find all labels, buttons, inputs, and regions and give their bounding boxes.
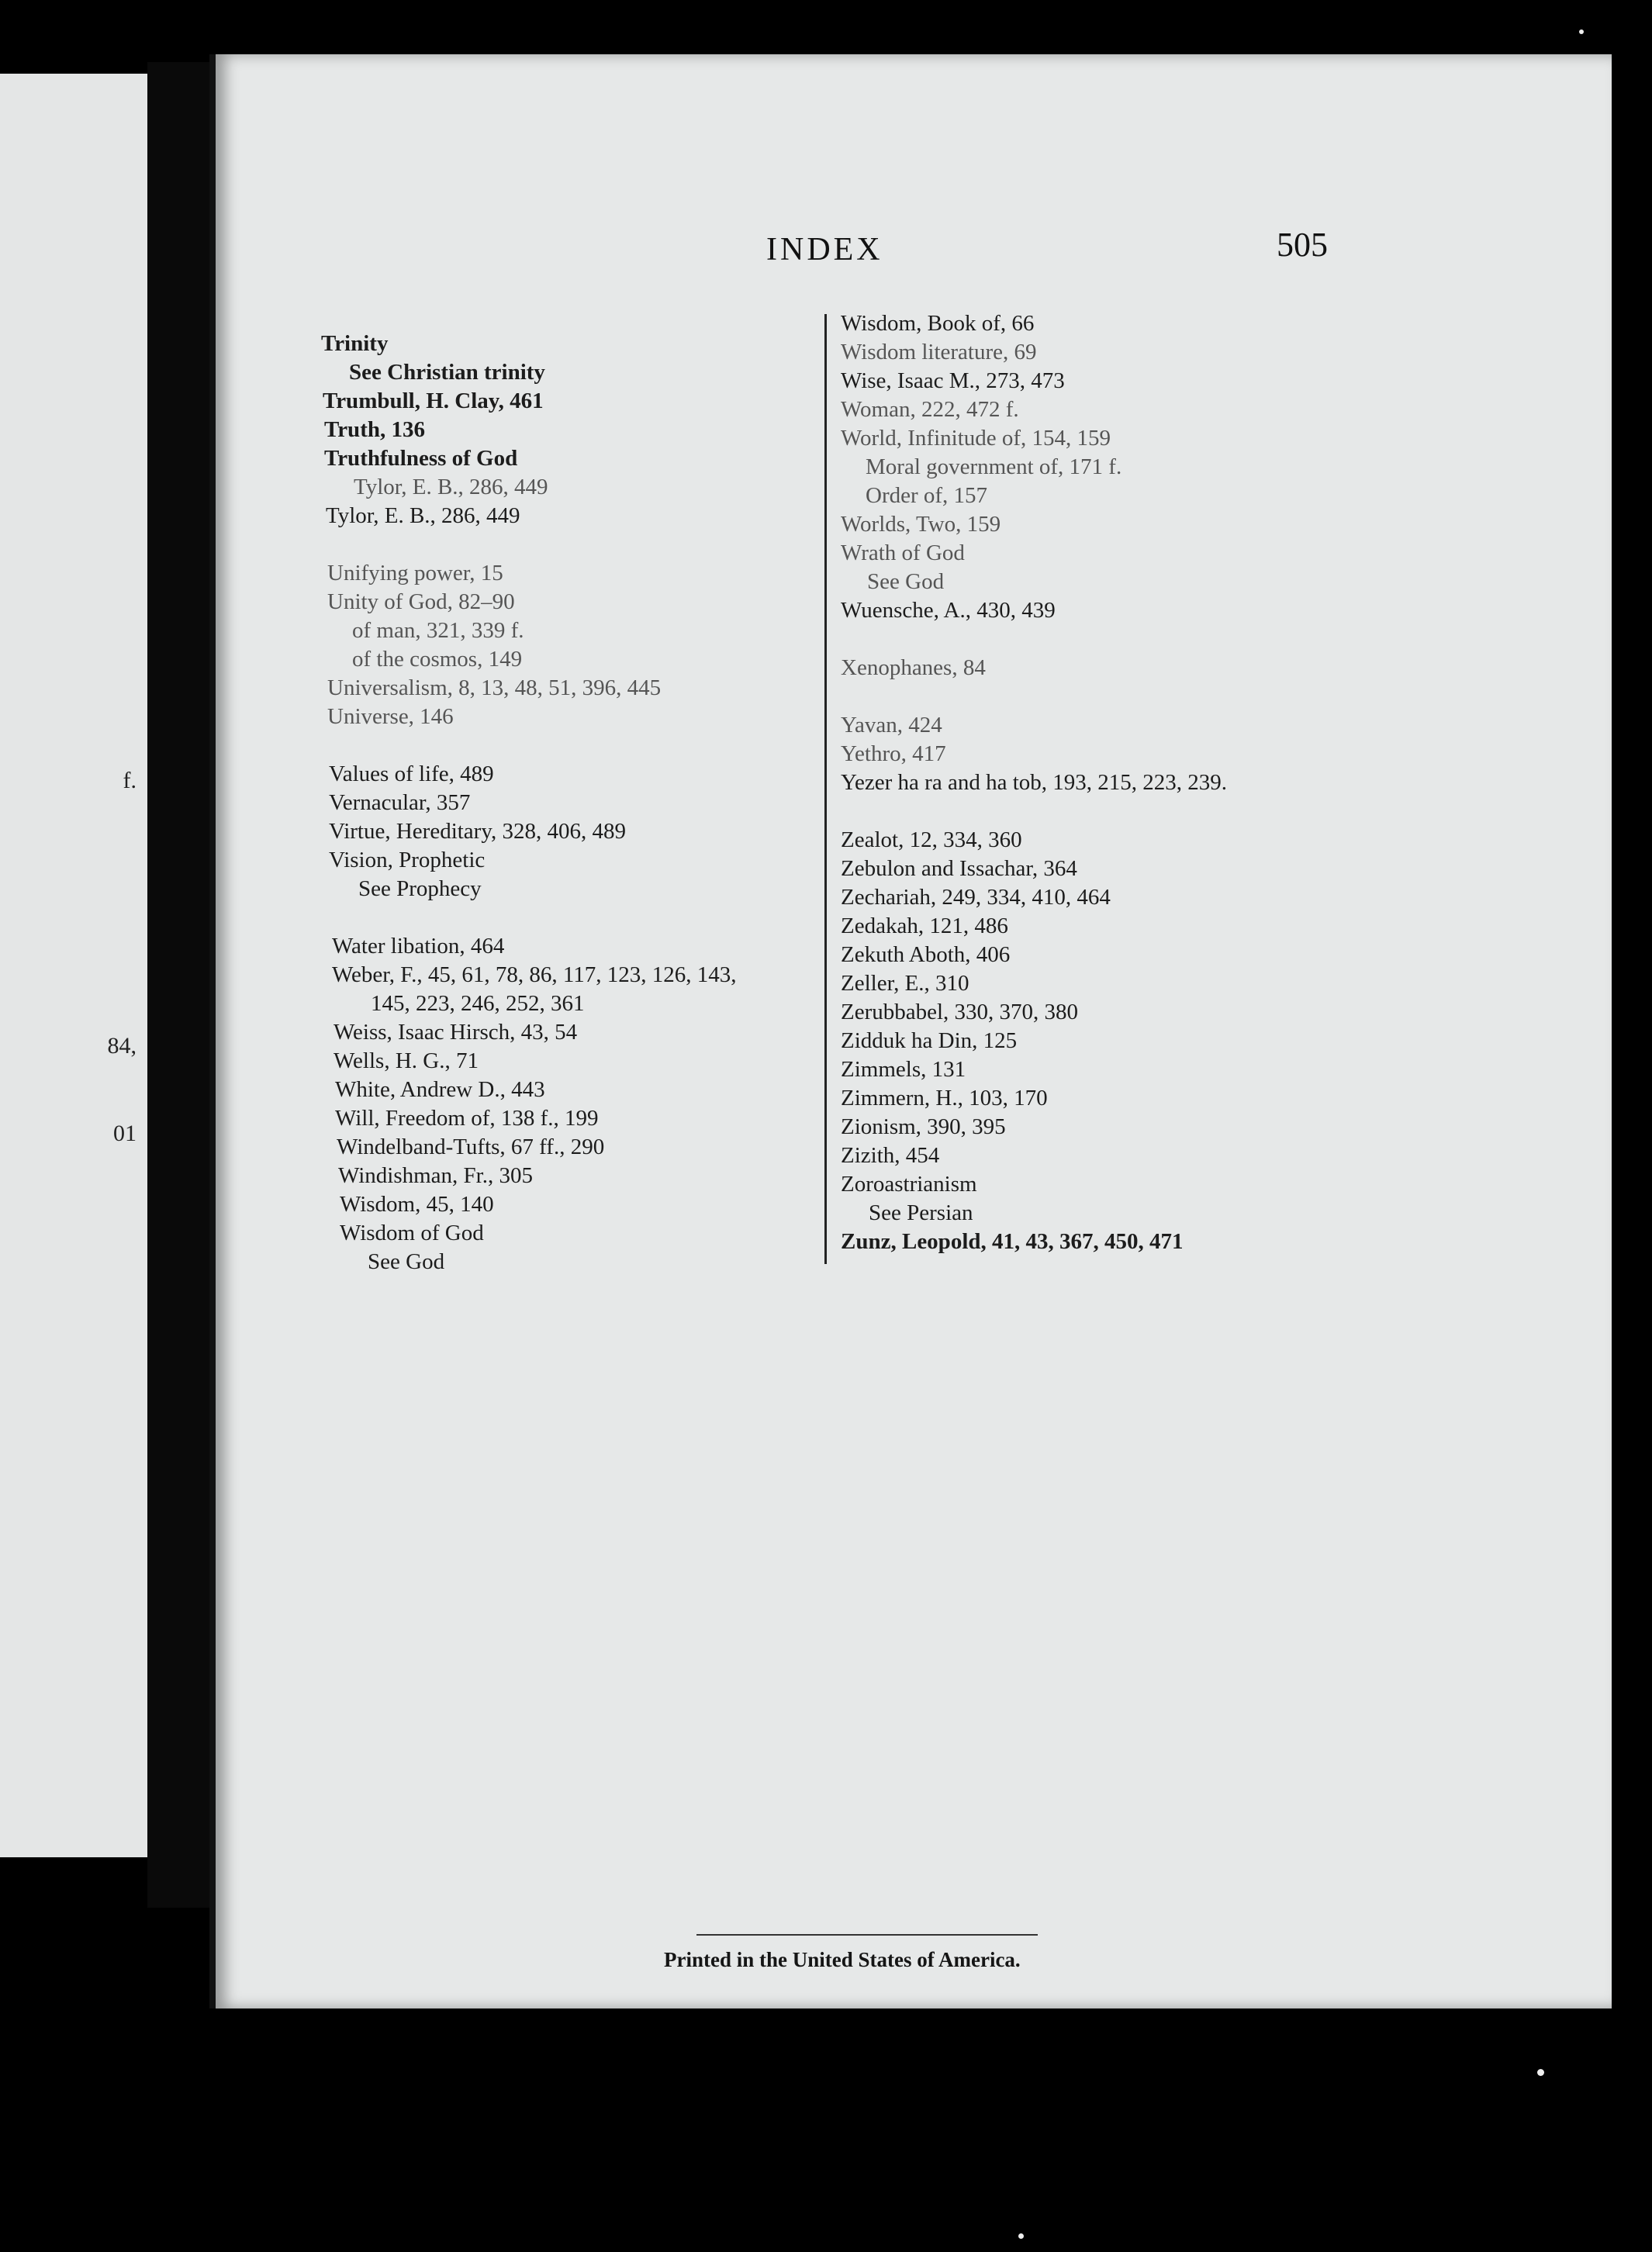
footer-rule — [696, 1934, 1038, 1936]
index-entry: Wisdom, Book of, 66 — [841, 311, 1035, 336]
column-divider — [824, 314, 827, 1264]
index-entry: Virtue, Hereditary, 328, 406, 489 — [329, 819, 626, 844]
index-entry: Unifying power, 15 — [327, 561, 503, 585]
index-entry: Vision, Prophetic — [329, 848, 486, 872]
index-entry: Zerubbabel, 330, 370, 380 — [841, 1000, 1079, 1024]
facing-page-fragment: f. — [123, 768, 137, 793]
index-entry: Zizith, 454 — [841, 1143, 940, 1168]
index-entry: Wisdom literature, 69 — [841, 340, 1037, 364]
index-subentry: of the cosmos, 149 — [352, 647, 523, 672]
facing-page-fragment: 01 — [113, 1121, 137, 1146]
index-entry: Water libation, 464 — [332, 934, 505, 958]
index-continuation: 145, 223, 246, 252, 361 — [371, 991, 585, 1016]
index-entry: Zionism, 390, 395 — [841, 1114, 1006, 1139]
index-entry: Wise, Isaac M., 273, 473 — [841, 368, 1065, 393]
index-entry: Tylor, E. B., 286, 449 — [326, 503, 520, 528]
index-subentry: Order of, 157 — [866, 483, 988, 508]
index-entry: Yavan, 424 — [841, 713, 942, 737]
index-entry: Universalism, 8, 13, 48, 51, 396, 445 — [327, 675, 662, 700]
index-entry: Universe, 146 — [327, 704, 454, 729]
index-entry: Zimmels, 131 — [841, 1057, 966, 1082]
index-entry: Zebulon and Issachar, 364 — [841, 856, 1077, 881]
index-entry: World, Infinitude of, 154, 159 — [841, 426, 1111, 451]
index-entry: Woman, 222, 472 f. — [841, 397, 1019, 422]
index-entry: Yethro, 417 — [841, 741, 946, 766]
index-cross-reference: See God — [867, 569, 945, 594]
scan-speck — [1018, 2233, 1024, 2239]
index-entry: Trinity — [321, 331, 389, 356]
index-entry: Zimmern, H., 103, 170 — [841, 1086, 1048, 1110]
index-entry: Zealot, 12, 334, 360 — [841, 827, 1022, 852]
index-cross-reference: See Christian trinity — [349, 360, 545, 385]
page-number: 505 — [1277, 226, 1328, 264]
index-subentry: Moral government of, 171 f. — [866, 454, 1122, 479]
index-entry: Weiss, Isaac Hirsch, 43, 54 — [334, 1020, 578, 1045]
page-title: INDEX — [766, 232, 883, 268]
index-entry: Wuensche, A., 430, 439 — [841, 598, 1056, 623]
facing-page-fragment: 84, — [107, 1033, 137, 1059]
scan-speck — [1579, 29, 1584, 34]
index-entry: Weber, F., 45, 61, 78, 86, 117, 123, 126, 143, — [332, 962, 737, 987]
index-entry: Zekuth Aboth, 406 — [841, 942, 1011, 967]
index-subentry: of man, 321, 339 f. — [352, 618, 524, 643]
index-entry: Zoroastrianism — [841, 1172, 977, 1197]
index-entry: Worlds, Two, 159 — [841, 512, 1001, 537]
printer-imprint: Printed in the United States of America. — [664, 1948, 1021, 1971]
index-entry: Wells, H. G., 71 — [334, 1048, 479, 1073]
index-entry: Zidduk ha Din, 125 — [841, 1028, 1018, 1053]
index-entry: White, Andrew D., 443 — [335, 1077, 545, 1102]
index-cross-reference: Tylor, E. B., 286, 449 — [354, 475, 548, 499]
index-entry: Windelband-Tufts, 67 ff., 290 — [337, 1135, 605, 1159]
index-entry: Zeller, E., 310 — [841, 971, 969, 996]
index-cross-reference: See God — [368, 1249, 445, 1274]
index-entry: Xenophanes, 84 — [841, 655, 986, 680]
index-entry: Wrath of God — [841, 541, 965, 565]
scan-speck — [1537, 2069, 1544, 2076]
index-entry: Truth, 136 — [324, 417, 425, 442]
index-entry: Wisdom of God — [340, 1221, 484, 1245]
index-entry: Truthfulness of God — [324, 446, 518, 471]
index-entry: Values of life, 489 — [329, 762, 494, 786]
index-cross-reference: See Persian — [869, 1200, 973, 1225]
index-entry: Zechariah, 249, 334, 410, 464 — [841, 885, 1111, 910]
index-entry: Unity of God, 82–90 — [327, 589, 515, 614]
index-entry: Zedakah, 121, 486 — [841, 914, 1008, 938]
index-entry: Will, Freedom of, 138 f., 199 — [335, 1106, 599, 1131]
index-entry: Vernacular, 357 — [329, 790, 471, 815]
index-cross-reference: See Prophecy — [358, 876, 482, 901]
index-entry: Windishman, Fr., 305 — [338, 1163, 533, 1188]
index-entry: Wisdom, 45, 140 — [340, 1192, 494, 1217]
facing-page — [0, 74, 147, 1857]
index-entry: Trumbull, H. Clay, 461 — [323, 389, 544, 413]
index-page — [209, 54, 1612, 2008]
book-spine — [147, 62, 209, 1908]
index-entry: Zunz, Leopold, 41, 43, 367, 450, 471 — [841, 1229, 1184, 1254]
index-entry: Yezer ha ra and ha tob, 193, 215, 223, 239. — [841, 770, 1228, 795]
